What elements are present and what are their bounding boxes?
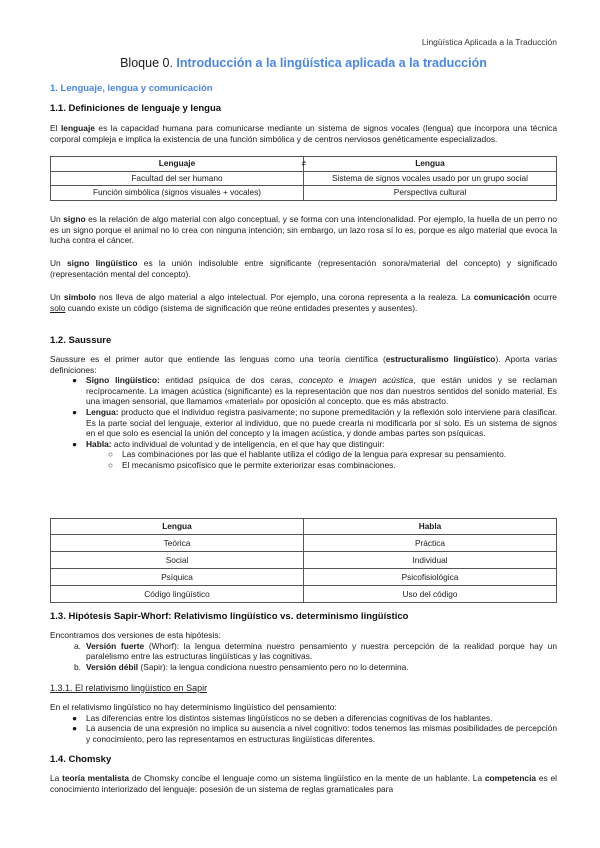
list-item: ● La ausencia de una expresión no implica su ausencia a nivel cognitivo: todos tenemos las mismas posibilidades de percepción y conocimiento, pero las representamos en estructuras lingüísticas diferentes. — [72, 723, 557, 744]
saussure-intro: Saussure es el primer autor que entiende las lenguas como una teoría científica (estructuralismo lingüístico). Aporta varias definiciones: — [50, 354, 558, 375]
paragraph-lenguaje: El lenguaje es la capacidad humana para comunicarse mediante un sistema de signos vocales (lengua) que incorpora una técnica corporal compleja e implica la existencia de una función simbólica y de centros nerviosos genéticamente especializados. — [50, 123, 558, 144]
table-row — [51, 186, 557, 201]
paragraph-chomsky: La teoría mentalista de Chomsky concibe el lenguaje como un sistema lingüístico en la mente de un hablante. La competencia es el conocimiento interiorizado del lenguaje: posesión de un sistema de reglas gramaticales para — [50, 773, 557, 794]
table-row — [51, 552, 557, 569]
section-1-3-heading: 1.3. Hipótesis Sapir-Whorf: Relativismo lingüístico vs. determinismo lingüístico — [50, 611, 409, 622]
section-1-4-heading: 1.4. Chomsky — [50, 754, 112, 765]
list-item: ● Lengua: producto que el individuo registra pasivamente; no supone premeditación y la reflexión solo interviene para clasificar. Es la parte social del lenguaje, exterior al individuo, que no puede crearla ni modificarla por sí solo. Es un sistema de signos en el que solo es esencial la unión del concepto y la imagen acústica, y donde ambas partes son psíquicas. — [72, 406, 557, 439]
section-1-heading: 1. Lenguaje, lengua y comunicación — [50, 83, 213, 94]
table-cell: Individual — [304, 552, 557, 569]
table-row — [51, 586, 557, 603]
document-title — [50, 56, 557, 71]
circle-bullet-icon: ○ — [108, 449, 114, 460]
table-cell: Psíquica — [51, 569, 304, 586]
paragraph-signo: Un signo es la relación de algo material con algo conceptual, y se forma con una intencionalidad. Por ejemplo, la huella de un perro no es un signo porque el animal no lo crea con ninguna intención; sin embargo, un lazo rosa sí lo es, porque es algo material que evoca la lucha contra el cáncer. — [50, 214, 557, 246]
sub-list-item: ○ Las combinaciones por las que el hablante utiliza el código de la lengua para expresar su pensamiento. — [108, 449, 507, 460]
list-item: ● Signo lingüístico: entidad psíquica de dos caras, concepto e imagen acústica, que están unidos y se reclaman recíprocamente. La imagen acústica (significante) es la representación que nos dan nuestros sentidos del sonido material. Es una imagen sensorial, que llamamos «material» por oposición al concepto. que es más abstracto. — [72, 375, 557, 407]
bullet-icon: ● — [72, 712, 78, 723]
table-header-cell: Lengua — [51, 519, 304, 535]
table-row — [51, 569, 557, 586]
table-row — [51, 171, 557, 186]
relativismo-block — [50, 702, 557, 744]
relativismo-intro: En el relativismo lingüístico no hay determinismo lingüístico del pensamiento: — [50, 702, 337, 712]
list-item: a. Versión fuerte (Whorf): la lengua determina nuestro pensamiento y nuestra percepción de la realidad porque hay un paralelismo entre las estructuras lingüísticas y las cognitivas. — [74, 640, 557, 662]
table-cell: Función simbólica (signos visuales + vocales) — [51, 186, 304, 201]
list-marker: a. — [74, 640, 81, 651]
lenguaje-lengua-table — [50, 156, 557, 201]
bullet-icon: ● — [72, 723, 78, 734]
table-header-row — [51, 519, 557, 535]
circle-bullet-icon: ○ — [108, 459, 114, 470]
table-cell: Facultad del ser humano — [51, 171, 304, 186]
paragraph-simbolo: Un símbolo nos lleva de algo material a algo intelectual. Por ejemplo, una corona representa a la realeza. La comunicación ocurre solo cuando existe un código (sistema de significación que reúne entidades presentes y ausentes). — [50, 292, 557, 313]
saussure-block — [50, 354, 557, 471]
table-cell: Social — [51, 552, 304, 569]
list-item: b. Versión débil (Sapir): la lengua condiciona nuestro pensamiento pero no lo determina. — [74, 661, 409, 672]
sapir-whorf-block — [50, 630, 557, 672]
section-1-3-1-heading: 1.3.1. El relativismo lingüístico en Sapir — [50, 683, 208, 693]
table-cell: Psicofisiológica — [304, 569, 557, 586]
table-cell: Uso del código — [304, 586, 557, 603]
table-header-row — [51, 157, 557, 172]
not-equal-symbol: ≠ — [301, 158, 306, 169]
sub-list-item: ○ El mecanismo psicofísico que le permite exteriorizar esas combinaciones. — [108, 459, 396, 470]
title-prefix: Bloque 0. — [120, 56, 177, 70]
section-1-1-heading: 1.1. Definiciones de lenguaje y lengua — [50, 103, 222, 114]
table-cell: Código lingüístico — [51, 586, 304, 603]
bullet-icon: ● — [72, 375, 78, 386]
paragraph-signo-linguistico: Un signo lingüístico es la unión indisoluble entre significante (representación sonora/material del concepto) y significado (representación mental del concepto). — [50, 258, 557, 279]
sapir-whorf-intro: Encontramos dos versiones de esta hipótesis: — [50, 630, 221, 640]
table-cell: Sistema de signos vocales usado por un grupo social — [304, 171, 557, 186]
lengua-habla-table — [50, 518, 557, 603]
list-item: ● Las diferencias entre los distintos sistemas lingüísticos no se deben a diferencias cognitivas de los hablantes. — [72, 712, 493, 723]
bullet-icon: ● — [72, 406, 78, 417]
running-header: Lingüística Aplicada a la Traducción — [421, 37, 557, 47]
table-cell: Perspectiva cultural — [304, 186, 557, 201]
list-item: ● Habla: acto individual de voluntad y de inteligencia, en el que hay que distinguir: — [72, 438, 385, 449]
table-cell: Práctica — [304, 535, 557, 552]
table-header-cell: Habla — [304, 519, 557, 535]
section-1-2-heading: 1.2. Saussure — [50, 335, 112, 346]
table-header-cell: Lengua — [304, 157, 557, 172]
list-marker: b. — [74, 661, 81, 672]
bullet-icon: ● — [72, 438, 78, 449]
table-cell: Teórica — [51, 535, 304, 552]
table-header-cell: Lenguaje ≠ — [51, 157, 304, 172]
table-row — [51, 535, 557, 552]
title-main: Introducción a la lingüística aplicada a la traducción — [176, 56, 487, 70]
